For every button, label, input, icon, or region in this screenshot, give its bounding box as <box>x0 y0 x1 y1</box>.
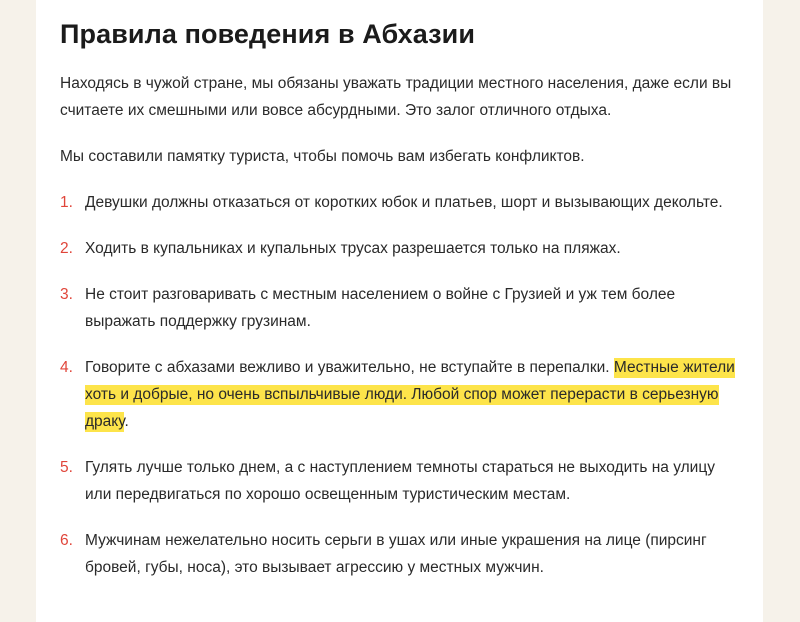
rule-item-3 <box>60 281 739 335</box>
rule-item-2 <box>60 235 739 262</box>
rule-item-1 <box>60 189 739 216</box>
rule-number: 1. <box>60 194 73 211</box>
rule-number: 5. <box>60 459 73 476</box>
rule-text: Говорите с абхазами вежливо и уважительно, не вступайте в перепалки. <box>85 359 614 376</box>
rule-text: Гулять лучше только днем, а с наступлением темноты стараться не выходить на улицу или передвигаться по хорошо освещенным туристическим местам. <box>85 459 715 503</box>
article-page <box>36 0 763 622</box>
rule-number: 2. <box>60 240 73 257</box>
intro-paragraph: Находясь в чужой стране, мы обязаны уважать традиции местного населения, даже если вы считаете их смешными или вовсе абсурдными. Это залог отличного отдыха. <box>60 75 732 119</box>
rule-text: Мужчинам нежелательно носить серьги в ушах или иные украшения на лице (пирсинг бровей, губы, носа), это вызывает агрессию у местных мужчин. <box>85 532 707 576</box>
rule-item-4 <box>60 354 739 435</box>
rule-item-6 <box>60 527 739 581</box>
rule-number: 3. <box>60 286 73 303</box>
rule-number: 6. <box>60 532 73 549</box>
article-title: Правила поведения в Абхазии <box>60 19 476 49</box>
rule-text: Девушки должны отказаться от коротких юбок и платьев, шорт и вызывающих декольте. <box>85 194 723 211</box>
highlighted-text: Местные жители хоть и добрые, но очень вспыльчивые люди. Любой спор может перерасти в серьезную драку <box>85 359 735 430</box>
memo-paragraph: Мы составили памятку туриста, чтобы помочь вам избегать конфликтов. <box>60 148 585 165</box>
rule-text: Ходить в купальниках и купальных трусах разрешается только на пляжах. <box>85 240 621 257</box>
rule-item-5 <box>60 454 739 508</box>
rule-text: Не стоит разговаривать с местным населением о войне с Грузией и уж тем более выражать поддержку грузинам. <box>85 286 676 330</box>
rule-text-end: . <box>124 413 129 430</box>
rules-list <box>60 189 739 581</box>
rule-number: 4. <box>60 359 73 376</box>
